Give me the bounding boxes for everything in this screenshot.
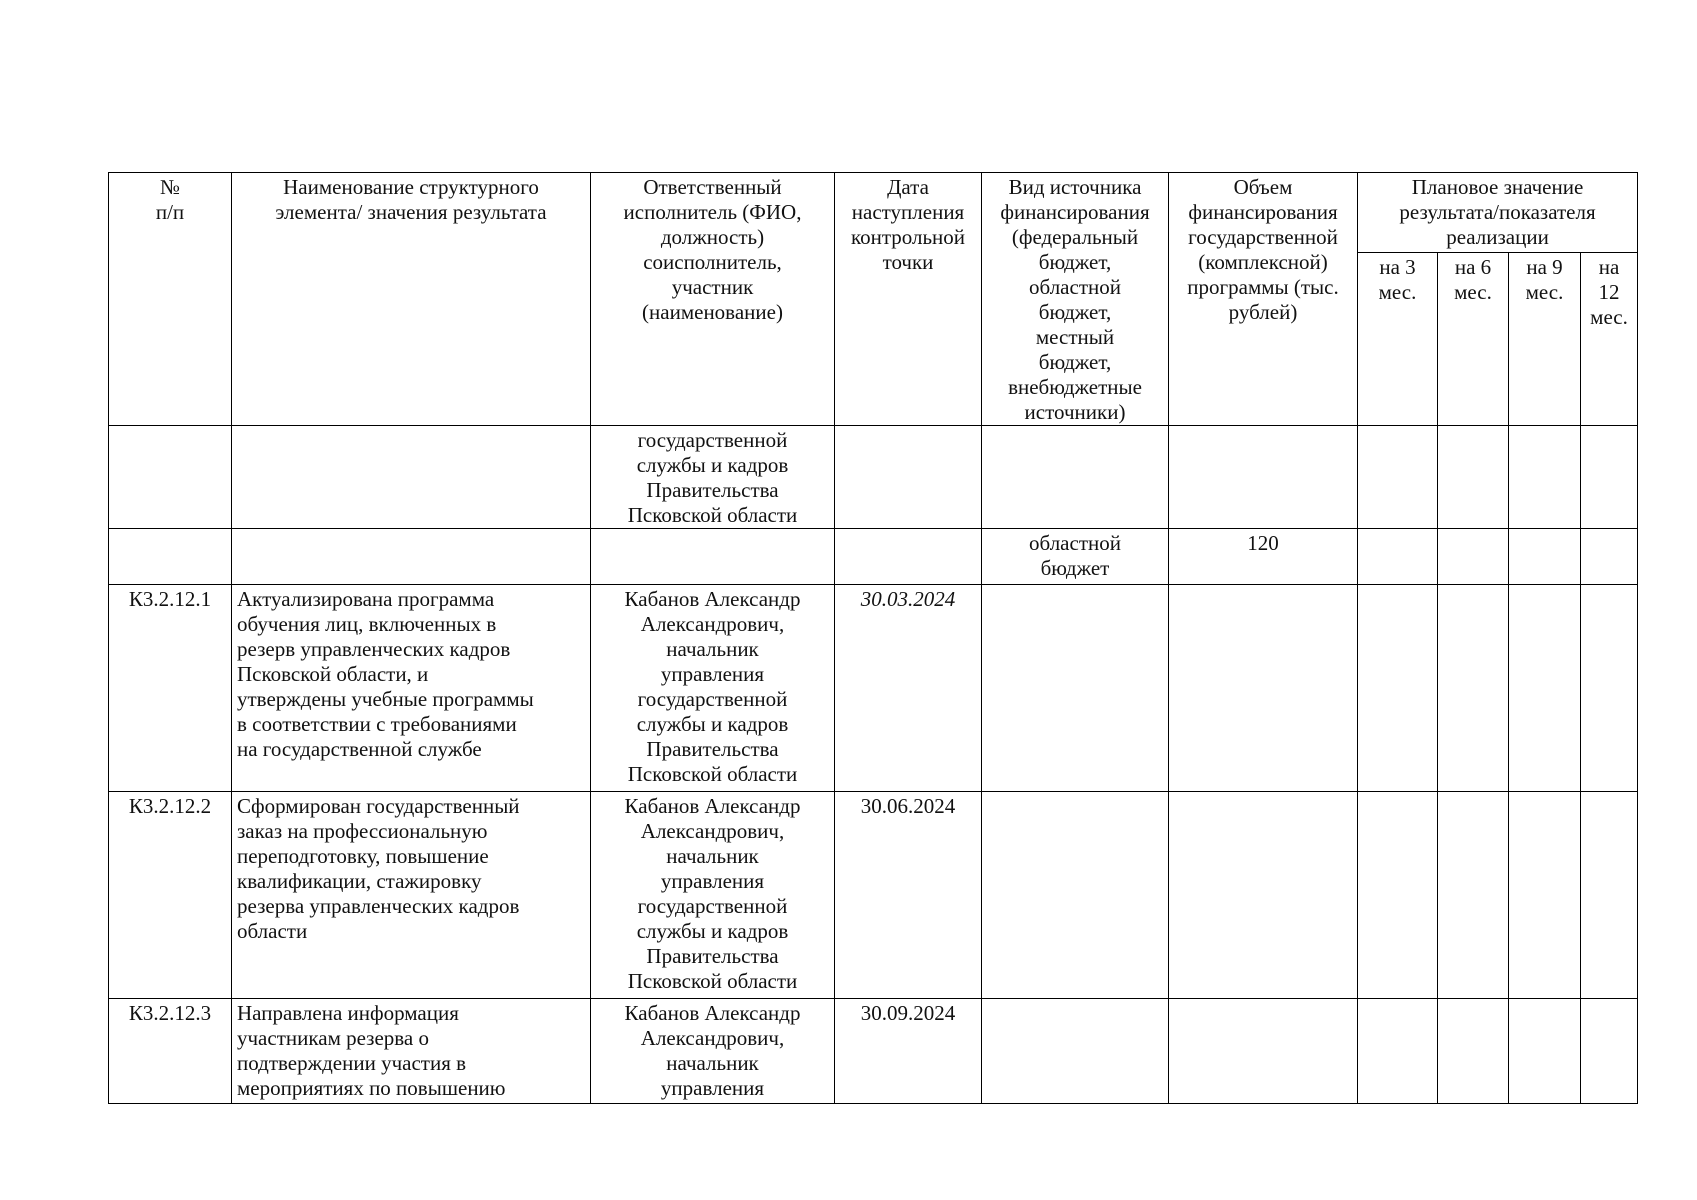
cell-source [982,999,1169,1104]
cell-3-months [1358,585,1438,792]
cell-number: К3.2.12.3 [109,999,232,1104]
cell-date: 30.03.2024 [835,585,982,792]
header-3-months: на 3 мес. [1358,253,1438,426]
header-9-months: на 9 мес. [1509,253,1581,426]
cell-6-months [1438,426,1509,529]
cell-3-months [1358,999,1438,1104]
cell-9-months [1509,529,1581,585]
cell-name: Сформирован государственный заказ на профессиональную переподготовку, повышение квалификации, стажировку резерва управленческих кадров области [232,792,591,999]
header-funding-volume: Объем финансирования государственной (комплексной) программы (тыс. рублей) [1169,173,1358,426]
cell-volume [1169,999,1358,1104]
header-planned-value: Плановое значение результата/показателя реализации [1358,173,1638,253]
cell-3-months [1358,426,1438,529]
cell-9-months [1509,999,1581,1104]
cell-responsible [591,529,835,585]
cell-source [982,792,1169,999]
cell-responsible: Кабанов Александр Александрович, начальник управления государственной службы и кадров Правительства Псковской области [591,585,835,792]
cell-9-months [1509,585,1581,792]
cell-date [835,529,982,585]
cell-3-months [1358,792,1438,999]
cell-12-months [1581,792,1638,999]
table-row [109,426,1638,529]
cell-name: Актуализирована программа обучения лиц, включенных в резерв управленческих кадров Псковской области, и утверждены учебные программы в соответствии с требованиями на государственной службе [232,585,591,792]
cell-number [109,426,232,529]
cell-source [982,426,1169,529]
header-6-months: на 6 мес. [1438,253,1509,426]
cell-date: 30.06.2024 [835,792,982,999]
cell-number: К3.2.12.2 [109,792,232,999]
control-points-table [108,172,1638,1104]
cell-9-months [1509,792,1581,999]
cell-number: К3.2.12.1 [109,585,232,792]
header-funding-source: Вид источника финансирования (федеральный бюджет, областной бюджет, местный бюджет, внебюджетные источники) [982,173,1169,426]
cell-date: 30.09.2024 [835,999,982,1104]
cell-6-months [1438,792,1509,999]
table-row [109,999,1638,1104]
cell-responsible: Кабанов Александр Александрович, начальник управления государственной службы и кадров Правительства Псковской области [591,792,835,999]
cell-6-months [1438,529,1509,585]
cell-volume [1169,585,1358,792]
header-number: № п/п [109,173,232,426]
header-control-date: Дата наступления контрольной точки [835,173,982,426]
cell-number [109,529,232,585]
cell-9-months [1509,426,1581,529]
cell-volume [1169,792,1358,999]
table-header-row [109,173,1638,253]
table-row [109,585,1638,792]
cell-12-months [1581,426,1638,529]
cell-3-months [1358,529,1438,585]
cell-name: Направлена информация участникам резерва о подтверждении участия в мероприятиях по повышению [232,999,591,1104]
header-12-months: на 12 мес. [1581,253,1638,426]
cell-name [232,529,591,585]
header-structural-element: Наименование структурного элемента/ значения результата [232,173,591,426]
cell-date [835,426,982,529]
cell-6-months [1438,999,1509,1104]
cell-12-months [1581,585,1638,792]
cell-source: областной бюджет [982,529,1169,585]
header-responsible: Ответственный исполнитель (ФИО, должность) соисполнитель, участник (наименование) [591,173,835,426]
cell-source [982,585,1169,792]
table-row [109,792,1638,999]
cell-12-months [1581,999,1638,1104]
cell-responsible: государственной службы и кадров Правительства Псковской области [591,426,835,529]
cell-volume [1169,426,1358,529]
cell-6-months [1438,585,1509,792]
table-row [109,529,1638,585]
cell-responsible: Кабанов Александр Александрович, начальник управления [591,999,835,1104]
cell-12-months [1581,529,1638,585]
cell-volume: 120 [1169,529,1358,585]
cell-name [232,426,591,529]
